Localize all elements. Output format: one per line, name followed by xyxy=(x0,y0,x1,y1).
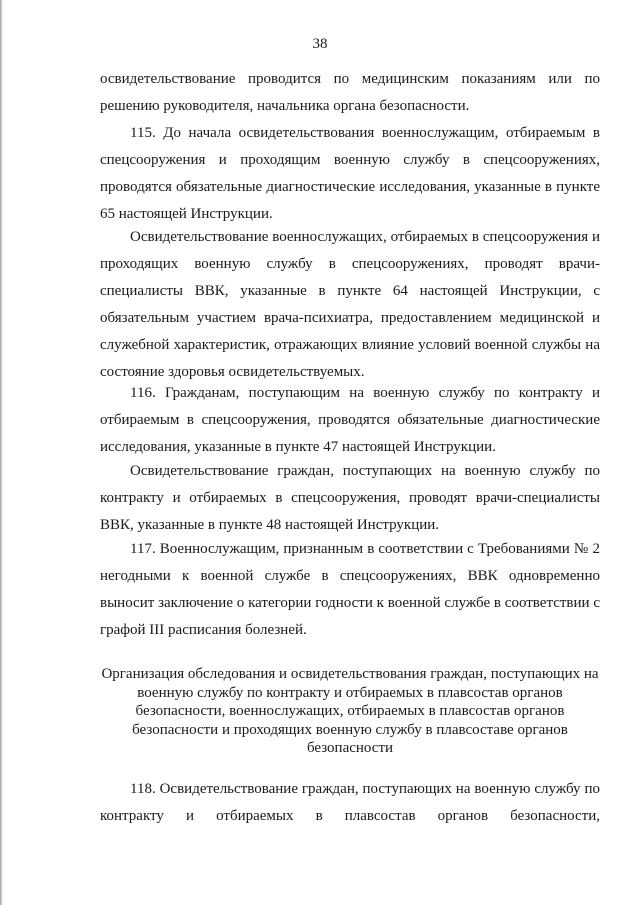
page-number: 38 xyxy=(312,36,328,52)
scan-edge-shadow xyxy=(0,0,3,905)
paragraph-117: 117. Военнослужащим, признанным в соответствии с Требованиями № 2 негодными к военной службе в спецсооружениях, ВВК одновременно выносит заключение о категории годности к военной службе в соответствии с графой III расписания болезней. xyxy=(100,541,600,638)
paragraph-continuation: освидетельствование проводится по медицинским показаниям или по решению руководителя, начальника органа безопасности. xyxy=(100,71,600,114)
section-heading: Организация обследования и освидетельствования граждан, поступающих на военную службу по контракту и отбираемых в плавсостав органов безопасности, военнослужащих, отбираемых в плавсостав органов безопасности и проходящих военную службу в плавсоставе органов безопасности xyxy=(101,666,599,756)
paragraph-115: 115. До начала освидетельствования военнослужащим, отбираемым в спецсооружения и проходящим военную службу в спецсооружениях, проводятся обязательные диагностические исследования, указанные в пункте 65 настоящей Инструкции. xyxy=(100,125,600,222)
paragraph-116-cont: Освидетельствование граждан, поступающих на военную службу по контракту и отбираемых в спецсооружения, проводят врачи-специалисты ВВК, указанные в пункте 48 настоящей Инструкции. xyxy=(100,463,600,533)
paragraph-116: 116. Гражданам, поступающим на военную службу по контракту и отбираемым в спецсооружения, проводятся обязательные диагностические исследования, указанные в пункте 47 настоящей Инструкции. xyxy=(100,385,600,455)
paragraph-115-cont: Освидетельствование военнослужащих, отбираемых в спецсооружения и проходящих военную службу в спецсооружениях, проводят врачи-специалисты ВВК, указанные в пункте 64 настоящей Инструкции, с обязательным участием врача-психиатра, предоставлением медицинской и служебной характеристик, отражающих влияние условий военной службы на состояние здоровья освидетельствуемых. xyxy=(100,229,600,380)
paragraph-118: 118. Освидетельствование граждан, поступающих на военную службу по контракту и отбираемых в плавсостав органов безопасности, xyxy=(100,781,600,824)
